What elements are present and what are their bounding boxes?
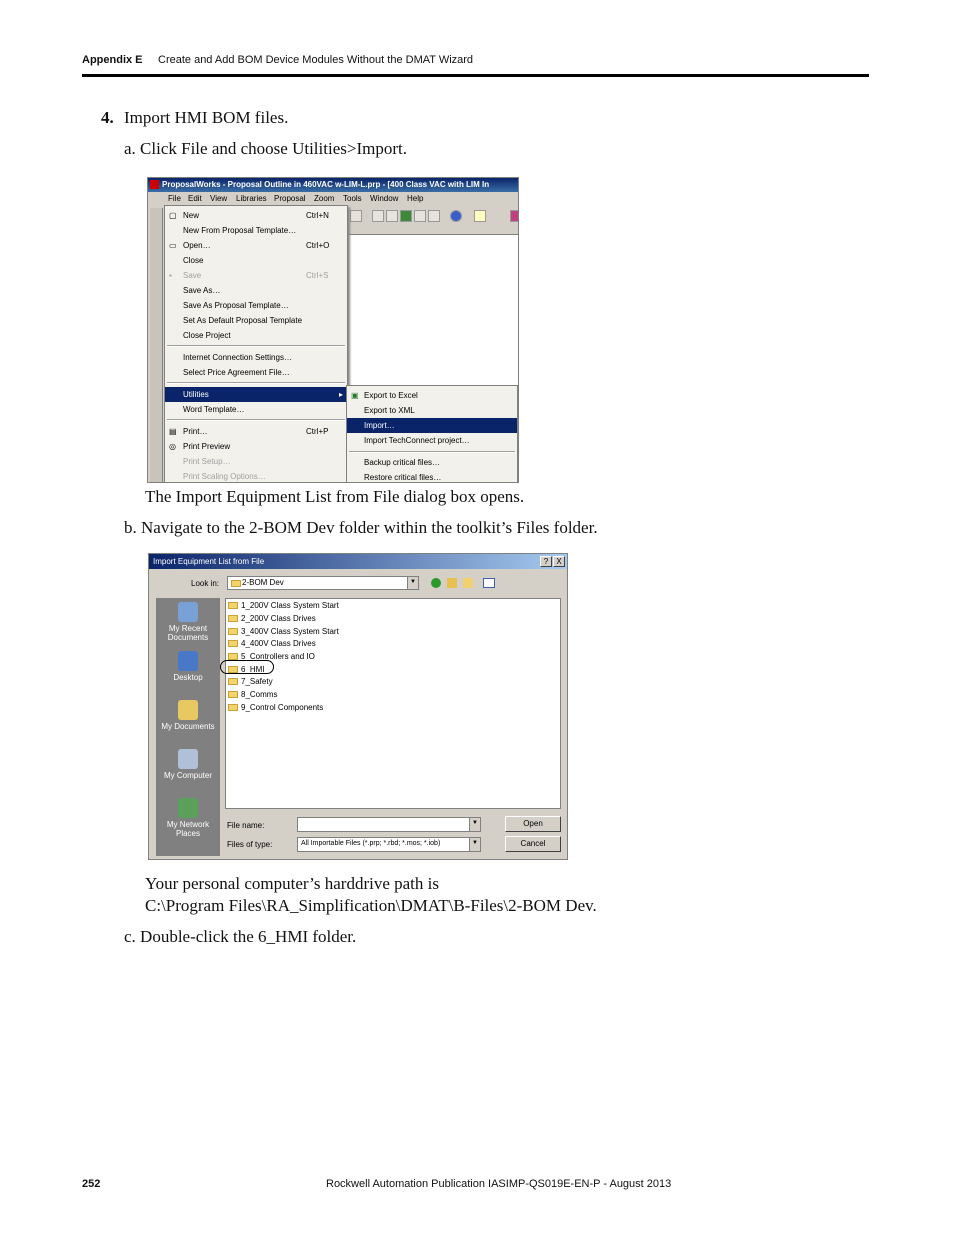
substep-a-result: The Import Equipment List from File dialog box opens. [145, 487, 525, 506]
new-folder-icon[interactable] [463, 578, 473, 588]
look-in-label: Look in: [191, 579, 220, 588]
side-panel [150, 208, 163, 483]
print-icon[interactable] [372, 210, 384, 222]
menu-view[interactable]: View [210, 194, 228, 203]
list-item[interactable]: 8_Comms [228, 689, 277, 701]
back-icon[interactable] [431, 578, 441, 588]
list-item-6-hmi[interactable]: 6_HMI [228, 664, 265, 676]
menu-item-import-techconnect[interactable]: Import TechConnect project… [364, 436, 470, 445]
new-icon: ▢ [169, 211, 177, 220]
folder-icon [228, 678, 238, 685]
list-item[interactable]: 7_Safety [228, 676, 273, 688]
menu-edit[interactable]: Edit [188, 194, 202, 203]
save-icon: ▪ [169, 271, 172, 280]
chevron-down-icon: ▼ [469, 838, 480, 851]
menu-item-print-scaling: Print Scaling Options… [183, 472, 266, 481]
substep-a: a. Click File and choose Utilities>Import. [124, 139, 407, 158]
chevron-down-icon: ▼ [469, 818, 480, 831]
menu-item-open[interactable]: ▭ Open… Ctrl+O [169, 241, 330, 250]
place-network[interactable]: My Network Places [156, 798, 220, 838]
tool-icon[interactable] [350, 210, 362, 222]
step-text: Import HMI BOM files. [124, 108, 289, 127]
submenu-arrow-icon: ▸ [338, 390, 343, 399]
substep-c: c. Double-click the 6_HMI folder. [124, 927, 357, 946]
substep-b-note-2: C:\Program Files\RA_Simplification\DMAT\B-Files\2-BOM Dev. [145, 896, 597, 915]
menu-item-export-xml[interactable]: Export to XML [364, 406, 415, 415]
excel-icon: ▣ [351, 391, 359, 400]
help-button[interactable]: ? [540, 556, 552, 567]
menu-item-close[interactable]: Close [183, 256, 204, 265]
my-documents-icon [178, 700, 198, 720]
up-folder-icon[interactable] [447, 578, 457, 588]
open-button[interactable]: Open [505, 816, 561, 832]
folder-icon [228, 602, 238, 609]
file-type-select[interactable]: All Importable Files (*.prp; *.rbd; *.mos; *.iob) ▼ [297, 837, 481, 852]
folder-icon [228, 615, 238, 622]
excel-icon[interactable] [400, 210, 412, 222]
look-in-select[interactable]: 2-BOM Dev ▼ [227, 576, 419, 590]
place-my-documents[interactable]: My Documents [156, 700, 220, 731]
place-my-computer[interactable]: My Computer [156, 749, 220, 780]
menu-item-new[interactable]: ▢ New Ctrl+N [169, 211, 329, 220]
menu-separator [167, 345, 345, 347]
menu-item-import[interactable]: Import… [347, 418, 517, 433]
menu-item-save-as[interactable]: Save As… [183, 286, 221, 295]
header-rule [82, 74, 869, 77]
menu-item-print-preview[interactable]: ◎ Print Preview [169, 442, 231, 451]
list-item[interactable]: 4_400V Class Drives [228, 638, 316, 650]
list-icon[interactable] [414, 210, 426, 222]
menu-help[interactable]: Help [407, 194, 424, 203]
menu-item-select-price[interactable]: Select Price Agreement File… [183, 368, 290, 377]
window-title: ProposalWorks - Proposal Outline in 460VAC w-LIM-L.prp - [400 Class VAC with LIM In [148, 178, 519, 192]
file-name-label: File name: [227, 821, 265, 830]
file-menu [164, 205, 348, 483]
grid-icon[interactable] [428, 210, 440, 222]
menu-file[interactable]: File [168, 194, 181, 203]
menu-item-internet-settings[interactable]: Internet Connection Settings… [183, 353, 292, 362]
recent-documents-icon [178, 602, 198, 622]
page-number: 252 [82, 1178, 101, 1190]
chevron-down-icon: ▼ [407, 577, 418, 589]
places-bar [156, 598, 220, 856]
header-section: Appendix E [82, 54, 143, 66]
desktop-icon [178, 651, 198, 671]
menu-zoom[interactable]: Zoom [314, 194, 335, 203]
folder-icon [228, 704, 238, 711]
place-recent[interactable]: My Recent Documents [156, 602, 220, 642]
preview-icon[interactable] [386, 210, 398, 222]
preview-icon: ◎ [169, 442, 176, 451]
list-item[interactable]: 3_400V Class System Start [228, 626, 339, 638]
view-menu-icon[interactable] [483, 578, 495, 588]
substep-b: b. Navigate to the 2-BOM Dev folder within the toolkit’s Files folder. [124, 518, 598, 537]
dialog-title: Import Equipment List from File [149, 554, 567, 569]
list-item[interactable]: 2_200V Class Drives [228, 613, 316, 625]
publication-info: Rockwell Automation Publication IASIMP-QS019E-EN-P - August 2013 [326, 1178, 672, 1190]
menu-separator [167, 382, 345, 384]
workspace-area [348, 234, 519, 385]
menu-libraries[interactable]: Libraries [236, 194, 267, 203]
menu-tools[interactable]: Tools [343, 194, 362, 203]
folder-icon [228, 640, 238, 647]
list-item[interactable]: 9_Control Components [228, 702, 323, 714]
menu-item-save: ▪ Save Ctrl+S [169, 271, 329, 280]
menu-proposal[interactable]: Proposal [274, 194, 306, 203]
menu-window[interactable]: Window [370, 194, 399, 203]
menu-item-backup[interactable]: Backup critical files… [364, 458, 441, 467]
folder-icon [228, 628, 238, 635]
print-icon: ▤ [169, 427, 177, 436]
folder-icon [228, 691, 238, 698]
import-dialog-screenshot [148, 553, 568, 860]
file-type-label: Files of type: [227, 840, 273, 849]
menu-item-new-from-template[interactable]: New From Proposal Template… [183, 226, 297, 235]
menu-item-word-template[interactable]: Word Template… [183, 405, 245, 414]
menu-separator [167, 419, 345, 421]
folder-list [225, 598, 561, 809]
tool-icon-2[interactable] [510, 210, 519, 222]
menu-item-close-project[interactable]: Close Project [183, 331, 231, 340]
app-icon [150, 180, 159, 189]
list-item[interactable]: 1_200V Class System Start [228, 600, 339, 612]
menu-separator [349, 451, 515, 453]
folder-icon [228, 653, 238, 660]
menu-item-print-setup: Print Setup… [183, 457, 231, 466]
utilities-submenu [346, 385, 518, 483]
highlight-circle [220, 660, 274, 674]
menu-item-export-excel[interactable]: ▣ Export to Excel [351, 391, 418, 400]
menu-item-print[interactable]: ▤ Print… Ctrl+P [169, 427, 329, 436]
menu-item-utilities[interactable]: Utilities ▸ [165, 387, 347, 402]
close-button[interactable]: X [553, 556, 565, 567]
network-places-icon [178, 798, 198, 818]
header-title: Create and Add BOM Device Modules Without the DMAT Wizard [158, 54, 474, 66]
proposalworks-screenshot [147, 177, 519, 483]
substep-b-note-1: Your personal computer’s harddrive path is [145, 874, 439, 893]
place-desktop[interactable]: Desktop [156, 651, 220, 682]
cancel-button[interactable]: Cancel [505, 836, 561, 852]
folder-icon [231, 580, 241, 587]
note-icon[interactable] [474, 210, 486, 222]
step-number: 4. [101, 108, 114, 127]
list-item[interactable]: 5_Controllers and IO [228, 651, 315, 663]
menu-item-restore[interactable]: Restore critical files… [364, 473, 442, 482]
file-name-input[interactable] [297, 817, 481, 832]
folder-icon: ▭ [169, 241, 177, 250]
my-computer-icon [178, 749, 198, 769]
help-icon[interactable] [450, 210, 462, 222]
menu-item-set-default-template[interactable]: Set As Default Proposal Template [183, 316, 303, 325]
menu-item-save-as-template[interactable]: Save As Proposal Template… [183, 301, 289, 310]
menubar [148, 192, 519, 205]
